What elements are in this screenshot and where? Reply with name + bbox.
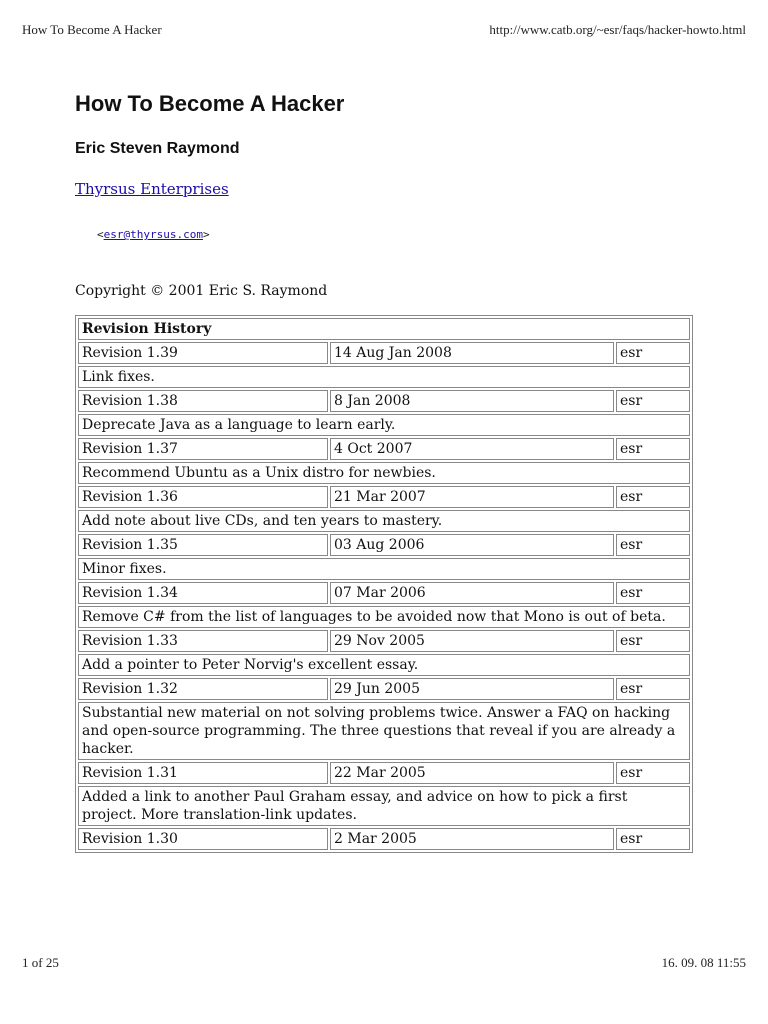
revision-number: Revision 1.31 bbox=[78, 762, 328, 784]
copyright: Copyright © 2001 Eric S. Raymond bbox=[75, 283, 328, 299]
revision-number: Revision 1.37 bbox=[78, 438, 328, 460]
revision-date: 29 Nov 2005 bbox=[330, 630, 614, 652]
revision-date: 03 Aug 2006 bbox=[330, 534, 614, 556]
revision-number: Revision 1.30 bbox=[78, 828, 328, 850]
revision-number: Revision 1.34 bbox=[78, 582, 328, 604]
revision-date: 14 Aug Jan 2008 bbox=[330, 342, 614, 364]
document-body bbox=[75, 88, 695, 853]
revision-row bbox=[78, 678, 690, 700]
revision-date: 21 Mar 2007 bbox=[330, 486, 614, 508]
revision-author: esr bbox=[616, 678, 690, 700]
revision-note: Link fixes. bbox=[78, 366, 690, 388]
revision-number: Revision 1.39 bbox=[78, 342, 328, 364]
revision-note: Add note about live CDs, and ten years to mastery. bbox=[78, 510, 690, 532]
revision-author: esr bbox=[616, 486, 690, 508]
revision-note: Minor fixes. bbox=[78, 558, 690, 580]
revision-row bbox=[78, 390, 690, 412]
revision-author: esr bbox=[616, 762, 690, 784]
revision-author: esr bbox=[616, 534, 690, 556]
revision-number: Revision 1.36 bbox=[78, 486, 328, 508]
revision-number: Revision 1.35 bbox=[78, 534, 328, 556]
revision-date: 8 Jan 2008 bbox=[330, 390, 614, 412]
revision-author: esr bbox=[616, 828, 690, 850]
print-timestamp: 16. 09. 08 11:55 bbox=[661, 955, 746, 970]
revision-history-header-row bbox=[78, 318, 690, 340]
revision-date: 29 Jun 2005 bbox=[330, 678, 614, 700]
revision-note-row bbox=[78, 654, 690, 676]
organization-link[interactable]: Thyrsus Enterprises bbox=[75, 180, 229, 198]
revision-row bbox=[78, 438, 690, 460]
page-number: 1 of 25 bbox=[22, 955, 59, 970]
print-header bbox=[22, 22, 746, 38]
revision-note: Deprecate Java as a language to learn early. bbox=[78, 414, 690, 436]
email-open-bracket: < bbox=[97, 228, 104, 241]
print-footer bbox=[22, 955, 746, 971]
revision-note: Recommend Ubuntu as a Unix distro for newbies. bbox=[78, 462, 690, 484]
revision-number: Revision 1.33 bbox=[78, 630, 328, 652]
revision-note-row bbox=[78, 510, 690, 532]
revision-date: 07 Mar 2006 bbox=[330, 582, 614, 604]
revision-note-row bbox=[78, 462, 690, 484]
revision-note-row bbox=[78, 558, 690, 580]
revision-row bbox=[78, 762, 690, 784]
revision-history-table bbox=[75, 315, 693, 853]
revision-date: 4 Oct 2007 bbox=[330, 438, 614, 460]
revision-row bbox=[78, 486, 690, 508]
email-link[interactable]: esr@thyrsus.com bbox=[103, 228, 203, 241]
revision-note: Added a link to another Paul Graham essay, and advice on how to pick a first project. More translation-link updates. bbox=[78, 786, 690, 826]
revision-author: esr bbox=[616, 630, 690, 652]
revision-row bbox=[78, 582, 690, 604]
revision-author: esr bbox=[616, 342, 690, 364]
revision-number: Revision 1.38 bbox=[78, 390, 328, 412]
author-email bbox=[97, 227, 695, 243]
revision-date: 22 Mar 2005 bbox=[330, 762, 614, 784]
revision-number: Revision 1.32 bbox=[78, 678, 328, 700]
revision-history-heading: Revision History bbox=[78, 318, 690, 340]
print-header-title: How To Become A Hacker bbox=[22, 22, 162, 37]
revision-note-row bbox=[78, 606, 690, 628]
document-title: How To Become A Hacker bbox=[75, 91, 345, 116]
revision-author: esr bbox=[616, 438, 690, 460]
revision-row bbox=[78, 342, 690, 364]
revision-row bbox=[78, 630, 690, 652]
revision-note: Remove C# from the list of languages to be avoided now that Mono is out of beta. bbox=[78, 606, 690, 628]
revision-note-row bbox=[78, 414, 690, 436]
email-close-bracket: > bbox=[202, 228, 210, 241]
revision-note: Substantial new material on not solving problems twice. Answer a FAQ on hacking and open-source programming. The three questions that reveal if you are already a hacker. bbox=[78, 702, 690, 760]
revision-row bbox=[78, 534, 690, 556]
revision-date: 2 Mar 2005 bbox=[330, 828, 614, 850]
revision-note: Add a pointer to Peter Norvig's excellent essay. bbox=[78, 654, 690, 676]
print-header-url: http://www.catb.org/~esr/faqs/hacker-howto.html bbox=[489, 22, 746, 37]
revision-author: esr bbox=[616, 390, 690, 412]
revision-note-row bbox=[78, 702, 690, 760]
revision-row bbox=[78, 828, 690, 850]
revision-note-row bbox=[78, 366, 690, 388]
revision-note-row bbox=[78, 786, 690, 826]
revision-author: esr bbox=[616, 582, 690, 604]
document-author: Eric Steven Raymond bbox=[75, 140, 240, 157]
